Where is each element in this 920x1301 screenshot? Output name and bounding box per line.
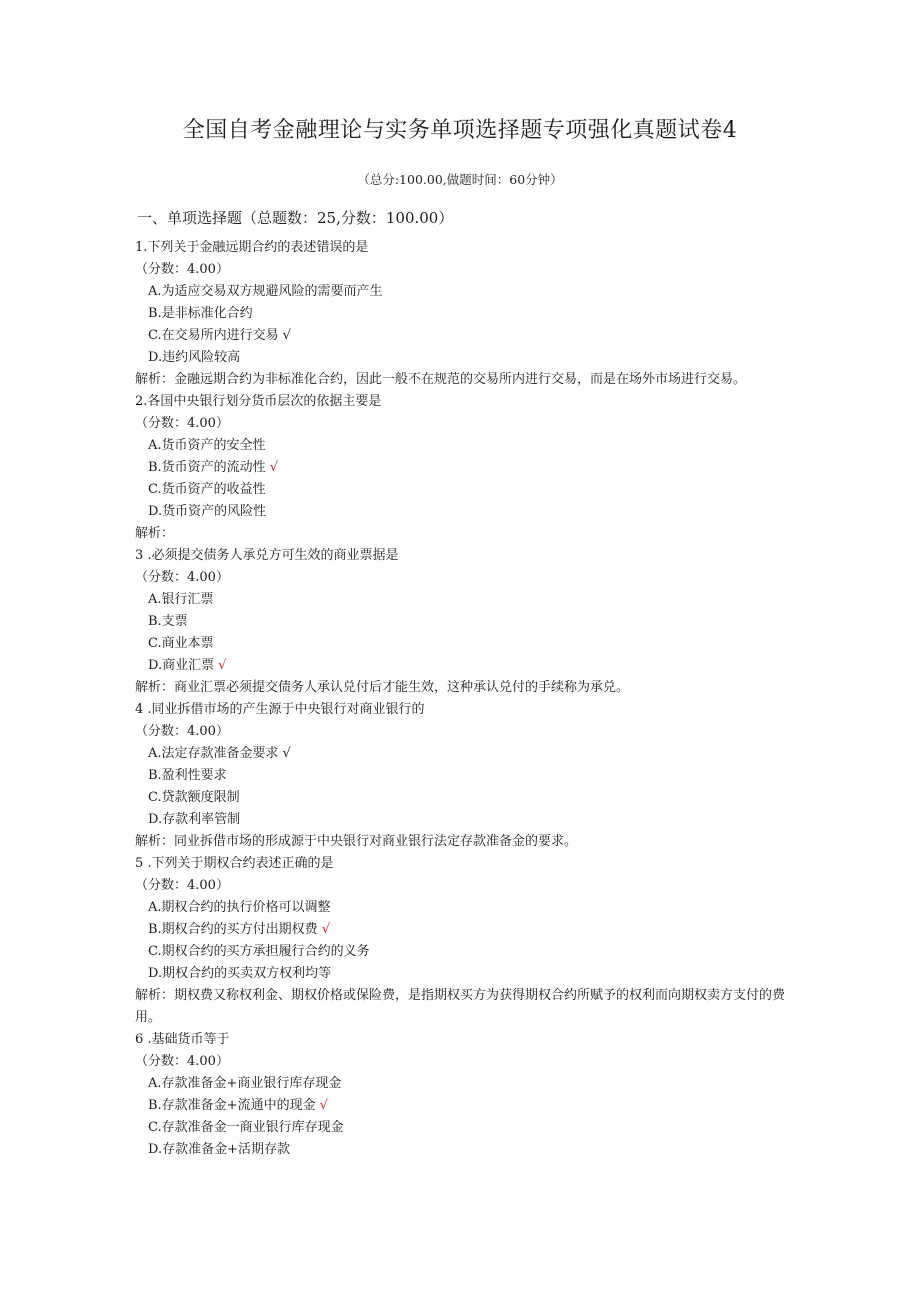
question-score: （分数：4.00） xyxy=(135,262,229,277)
option-text: B.支票 xyxy=(148,614,188,629)
correct-check-icon: √ xyxy=(269,460,278,475)
correct-check-icon: √ xyxy=(321,922,330,937)
option-text: C.商业本票 xyxy=(148,636,214,651)
question-block xyxy=(135,853,785,1029)
question-score: （分数：4.00） xyxy=(135,1054,229,1069)
answer-option xyxy=(135,787,785,809)
question-stem: 4 .同业拆借市场的产生源于中央银行对商业银行的 xyxy=(135,702,425,717)
answer-option xyxy=(135,1117,785,1139)
answer-option xyxy=(135,435,785,457)
question-score: （分数：4.00） xyxy=(135,724,229,739)
option-text: B.存款准备金+流通中的现金 xyxy=(148,1098,316,1113)
question-stem: 6 .基础货币等于 xyxy=(135,1032,230,1047)
page-title: 全国自考金融理论与实务单项选择题专项强化真题试卷4 xyxy=(182,118,738,143)
answer-analysis: 解析：期权费又称权利金、期权价格或保险费，是指期权买方为获得期权合约所赋予的权利而向期权卖方支付的费用。 xyxy=(135,988,786,1025)
answer-option xyxy=(135,479,785,501)
answer-option xyxy=(135,347,785,369)
section-heading: 一、单项选择题（总题数：25,分数：100.00） xyxy=(137,209,454,227)
option-text: B.期权合约的买方付出期权费 xyxy=(148,922,318,937)
option-text: D.期权合约的买卖双方权利均等 xyxy=(148,966,332,981)
answer-option xyxy=(135,589,785,611)
option-text: A.法定存款准备金要求 xyxy=(148,746,279,761)
question-score: （分数：4.00） xyxy=(135,416,229,431)
answer-option xyxy=(135,809,785,831)
question-list xyxy=(135,237,785,1161)
answer-option xyxy=(135,941,785,963)
question-score: （分数：4.00） xyxy=(135,878,229,893)
exam-info: （总分:100.00,做题时间：60分钟） xyxy=(357,172,563,187)
question-block xyxy=(135,1029,785,1161)
option-text: B.盈利性要求 xyxy=(148,768,227,783)
answer-option xyxy=(135,765,785,787)
correct-check-icon: √ xyxy=(218,658,227,673)
question-block xyxy=(135,391,785,545)
question-block xyxy=(135,237,785,391)
answer-analysis: 解析：同业拆借市场的形成源于中央银行对商业银行法定存款准备金的要求。 xyxy=(135,834,578,849)
question-stem: 2.各国中央银行划分货币层次的依据主要是 xyxy=(135,394,382,409)
answer-option xyxy=(135,1073,785,1095)
option-text: C.贷款额度限制 xyxy=(148,790,240,805)
option-text: D.货币资产的风险性 xyxy=(148,504,267,519)
option-text: A.货币资产的安全性 xyxy=(148,438,266,453)
option-text: A.银行汇票 xyxy=(148,592,214,607)
question-stem: 3 .必须提交债务人承兑方可生效的商业票据是 xyxy=(135,548,399,563)
option-text: C.存款准备金一商业银行库存现金 xyxy=(148,1120,344,1135)
answer-analysis: 解析： xyxy=(135,526,175,541)
option-text: C.货币资产的收益性 xyxy=(148,482,266,497)
question-block xyxy=(135,545,785,699)
answer-option xyxy=(135,963,785,985)
answer-option xyxy=(135,611,785,633)
question-block xyxy=(135,699,785,853)
answer-option xyxy=(135,325,785,347)
question-stem: 5 .下列关于期权合约表述正确的是 xyxy=(135,856,334,871)
answer-option xyxy=(135,897,785,919)
correct-check-icon: √ xyxy=(282,746,291,761)
option-text: B.货币资产的流动性 xyxy=(148,460,266,475)
option-text: B.是非标准化合约 xyxy=(148,306,253,321)
option-text: D.存款利率管制 xyxy=(148,812,241,827)
answer-option xyxy=(135,457,785,479)
answer-option xyxy=(135,919,785,941)
answer-option xyxy=(135,655,785,677)
correct-check-icon: √ xyxy=(282,328,291,343)
option-text: A.为适应交易双方规避风险的需要而产生 xyxy=(148,284,383,299)
option-text: D.商业汇票 xyxy=(148,658,215,673)
question-stem: 1.下列关于金融远期合约的表述错误的是 xyxy=(135,240,369,255)
option-text: D.违约风险较高 xyxy=(148,350,241,365)
answer-option xyxy=(135,501,785,523)
answer-option xyxy=(135,303,785,325)
correct-check-icon: √ xyxy=(319,1098,328,1113)
option-text: A.期权合约的执行价格可以调整 xyxy=(148,900,331,915)
option-text: C.在交易所内进行交易 xyxy=(148,328,279,343)
answer-option xyxy=(135,633,785,655)
option-text: C.期权合约的买方承担履行合约的义务 xyxy=(148,944,370,959)
answer-option xyxy=(135,743,785,765)
answer-analysis: 解析：商业汇票必须提交债务人承认兑付后才能生效，这种承认兑付的手续称为承兑。 xyxy=(135,680,630,695)
question-score: （分数：4.00） xyxy=(135,570,229,585)
answer-option xyxy=(135,1095,785,1117)
answer-option xyxy=(135,1139,785,1161)
answer-analysis: 解析：金融远期合约为非标准化合约，因此一般不在规范的交易所内进行交易，而是在场外市场进行交易。 xyxy=(135,372,747,387)
answer-option xyxy=(135,281,785,303)
option-text: A.存款准备金+商业银行库存现金 xyxy=(148,1076,342,1091)
option-text: D.存款准备金+活期存款 xyxy=(148,1142,290,1157)
